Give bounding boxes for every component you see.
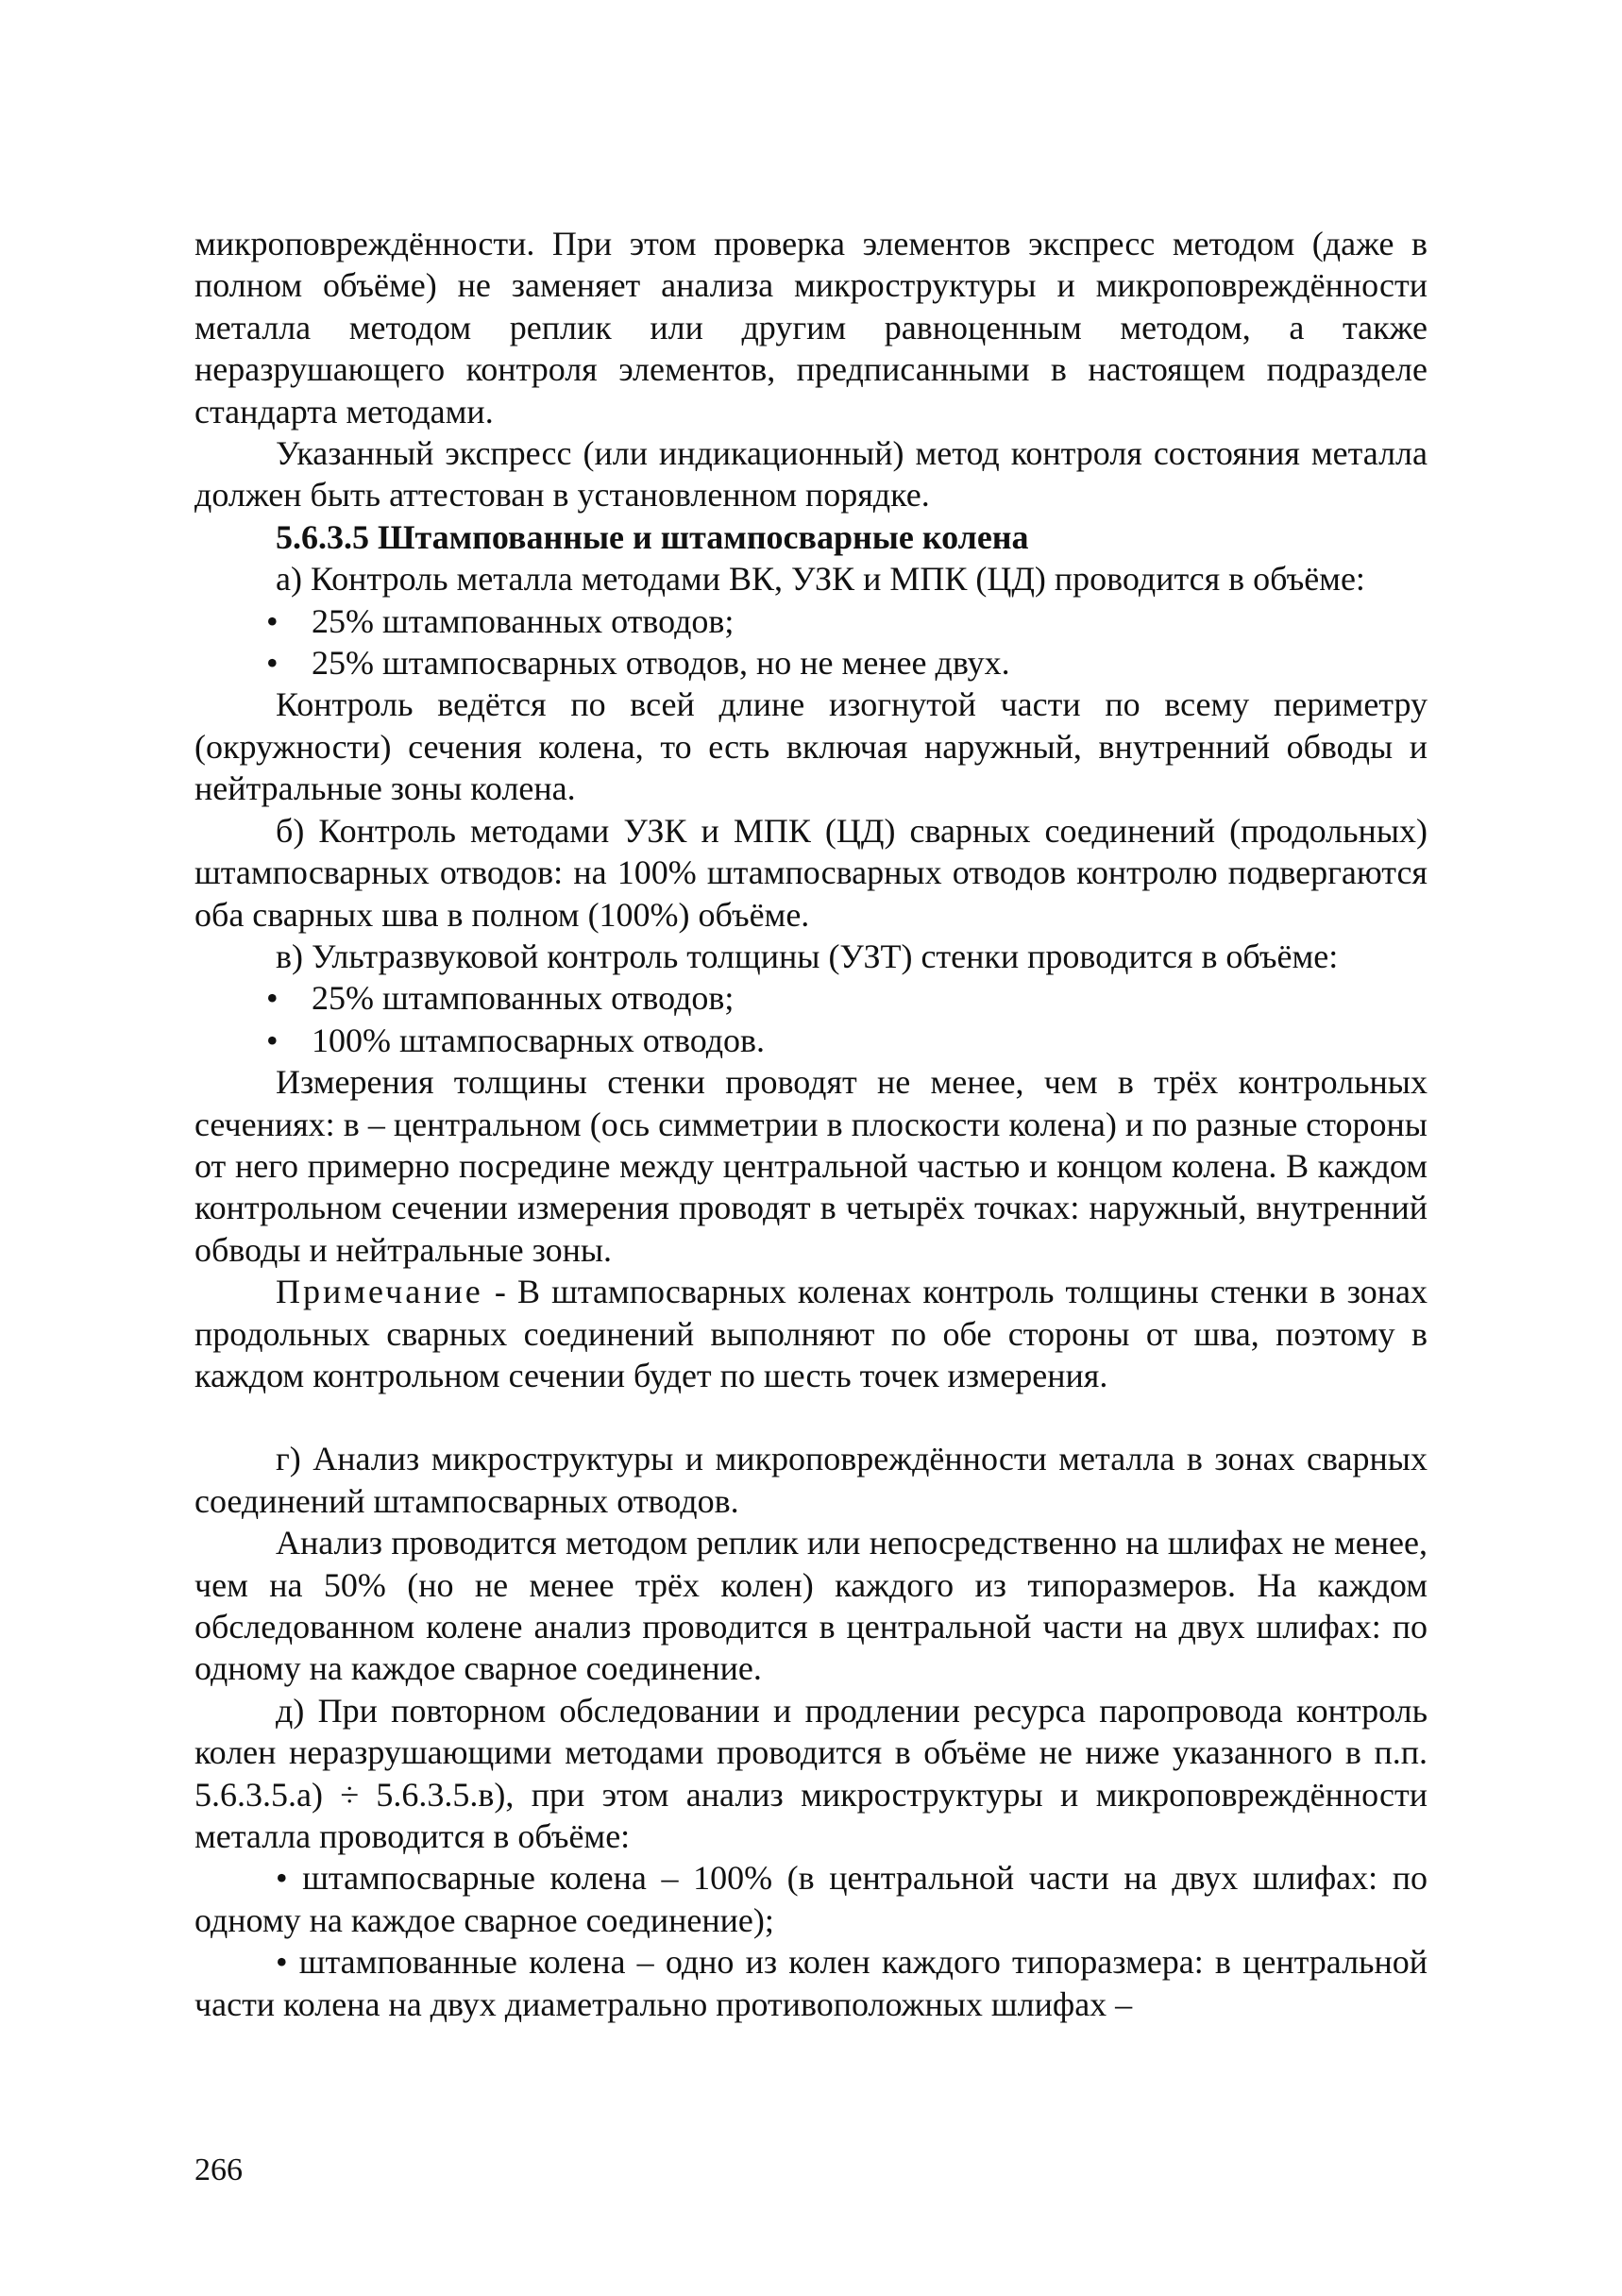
list-item: [194, 600, 1428, 642]
paragraph-d: д) При повторном обследовании и продлении ресурса паропровода контроль колен неразрушающими методами проводится в объёме не ниже указанного в п.п. 5.6.3.5.а) ÷ 5.6.3.5.в), при этом анализ микроструктуры и микроповреждённости металла проводится в объёме:: [194, 1691, 1428, 1856]
list-item: [194, 642, 1428, 684]
paragraph-analysis: Анализ проводится методом реплик или непосредственно на шлифах не менее, чем на 50% (но не менее трёх колен) каждого из типоразмеров. На каждом обследованном колене анализ проводится в центральной части на двух шлифах: по одному на каждое сварное соединение.: [194, 1524, 1428, 1688]
page-number: 266: [194, 2152, 243, 2187]
bullet-icon: •: [266, 644, 279, 683]
list-item-text: 100% штампосварных отводов.: [312, 1021, 766, 1059]
spacer: [194, 1396, 1428, 1438]
paragraph-measurements: Измерения толщины стенки проводят не менее, чем в трёх контрольных сечениях: в – центральном (ось симметрии в плоскости колена) и по разные стороны от него примерно посредине между центральной частью и концом колена. В каждом контрольном сечении измерения проводят в четырёх точках: наружный, внутренний обводы и нейтральные зоны.: [194, 1063, 1428, 1269]
paragraph-b: б) Контроль методами УЗК и МПК (ЦД) сварных соединений (продольных) штампосварных отводов: на 100% штампосварных отводов контролю подвергаются оба сварных шва в полном (100%) объёме.: [194, 811, 1428, 934]
list-item-text: 25% штампосварных отводов, но не менее двух.: [312, 644, 1010, 683]
bullet-icon: •: [266, 1021, 279, 1059]
note-paragraph: [194, 1271, 1428, 1396]
paragraph-v: в) Ультразвуковой контроль толщины (УЗТ) стенки проводится в объёме:: [276, 937, 1339, 975]
page-body: [194, 223, 1428, 2025]
paragraph-a: а) Контроль металла методами ВК, УЗК и МПК (ЦД) проводится в объёме:: [276, 560, 1365, 599]
list-item: [194, 977, 1428, 1019]
paragraph-stamped: • штампованные колена – одно из колен каждого типоразмера: в центральной части колена на двух диаметрально противоположных шлифах –: [194, 1943, 1428, 2023]
paragraph-1: микроповреждённости. При этом проверка элементов экспресс методом (даже в полном объёме) не заменяет анализа микроструктуры и микроповреждённости металла методом реплик или другим равноценным методом, а также неразрушающего контроля элементов, предписанными в настоящем подразделе стандарта методами.: [194, 225, 1428, 430]
list-item: [194, 1020, 1428, 1061]
list-item-text: 25% штампованных отводов;: [312, 601, 735, 640]
bullet-icon: •: [266, 979, 279, 1018]
note-label: Примечание: [276, 1273, 483, 1311]
paragraph-stamp-welded: • штампосварные колена – 100% (в центральной части на двух шлифах: по одному на каждое сварное соединение);: [194, 1859, 1428, 1939]
section-heading: 5.6.3.5 Штампованные и штампосварные колена: [276, 517, 1029, 556]
paragraph-control-length: Контроль ведётся по всей длине изогнутой части по всему периметру (окружности) сечения колена, то есть включая наружный, внутренний обводы и нейтральные зоны колена.: [194, 685, 1428, 808]
paragraph-2: Указанный экспресс (или индикационный) метод контроля состояния металла должен быть аттестован в установленном порядке.: [194, 434, 1428, 515]
bullet-icon: •: [266, 601, 279, 640]
paragraph-g: г) Анализ микроструктуры и микроповреждённости металла в зонах сварных соединений штампосварных отводов.: [194, 1440, 1428, 1520]
note-text: - В штампосварных коленах контроль толщины стенки в зонах продольных сварных соединений выполняют по обе стороны от шва, поэтому в каждом контрольном сечении будет по шесть точек измерения.: [194, 1273, 1428, 1394]
list-item-text: 25% штампованных отводов;: [312, 979, 735, 1018]
